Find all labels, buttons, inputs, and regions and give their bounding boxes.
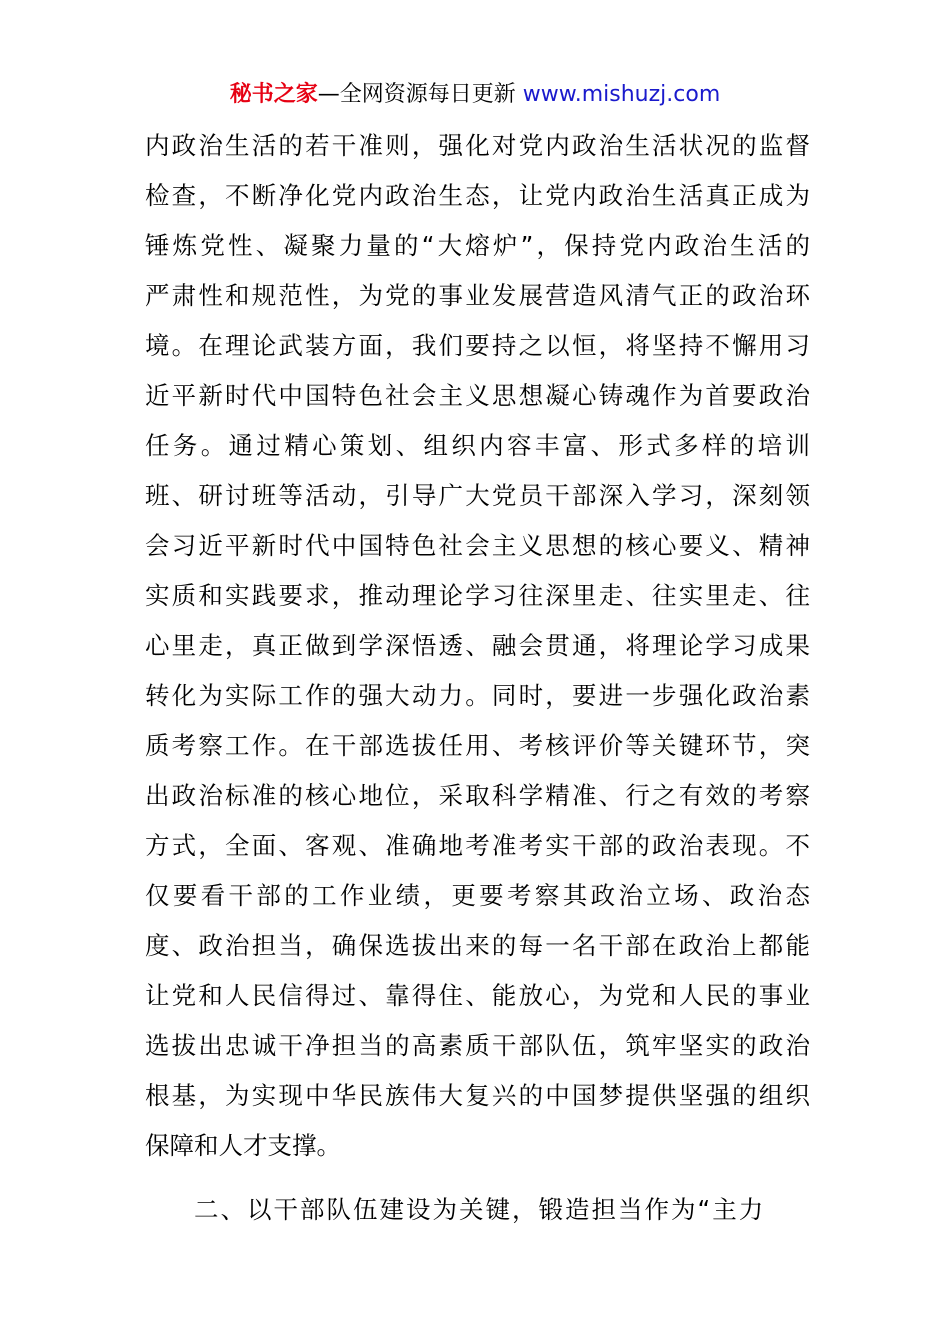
text-line: 会习近平新时代中国特色社会主义思想的核心要义、精神 — [145, 531, 810, 560]
text-line: 任务。通过精心策划、组织内容丰富、形式多样的培训 — [145, 431, 810, 460]
text-line: 仅要看干部的工作业绩，更要考察其政治立场、政治态 — [145, 881, 810, 910]
text-line: 度、政治担当，确保选拔出来的每一名干部在政治上都能 — [145, 931, 810, 960]
text-line: 内政治生活的若干准则，强化对党内政治生活状况的监督 — [145, 131, 810, 160]
site-url[interactable]: www.mishuzj.com — [522, 82, 721, 107]
text-line: 让党和人民信得过、靠得住、能放心，为党和人民的事业 — [145, 981, 810, 1010]
text-line: 严肃性和规范性，为党的事业发展营造风清气正的政治环 — [145, 281, 810, 310]
text-line: 检查，不断净化党内政治生态，让党内政治生活真正成为 — [145, 181, 810, 210]
document-body — [145, 121, 810, 1235]
text-line: 根基，为实现中华民族伟大复兴的中国梦提供坚强的组织 — [145, 1081, 810, 1110]
text-line: 心里走，真正做到学深悟透、融会贯通，将理论学习成果 — [145, 631, 810, 660]
text-line: 选拔出忠诚干净担当的高素质干部队伍，筑牢坚实的政治 — [145, 1031, 810, 1060]
text-line: 质考察工作。在干部选拔任用、考核评价等关键环节，突 — [145, 731, 810, 760]
brand-name: 秘书之家 — [229, 82, 318, 107]
text-line: 出政治标准的核心地位，采取科学精准、行之有效的考察 — [145, 781, 810, 810]
text-line: 保障和人才支撑。 — [145, 1131, 341, 1160]
text-line: 方式，全面、客观、准确地考准考实干部的政治表现。不 — [145, 831, 810, 860]
text-line: 境。在理论武装方面，我们要持之以恒，将坚持不懈用习 — [145, 331, 810, 360]
text-line: 班、研讨班等活动，引导广大党员干部深入学习，深刻领 — [145, 481, 810, 510]
section-heading: 二、以干部队伍建设为关键，锻造担当作为“主力 — [194, 1195, 766, 1224]
text-line: 锤炼党性、凝聚力量的“大熔炉”，保持党内政治生活的 — [145, 231, 810, 260]
tagline: —全网资源每日更新 — [317, 82, 516, 107]
text-line: 近平新时代中国特色社会主义思想凝心铸魂作为首要政治 — [145, 381, 810, 410]
text-line: 转化为实际工作的强大动力。同时，要进一步强化政治素 — [145, 681, 810, 710]
text-line: 实质和实践要求，推动理论学习往深里走、往实里走、往 — [145, 581, 810, 610]
site-header — [0, 80, 950, 110]
